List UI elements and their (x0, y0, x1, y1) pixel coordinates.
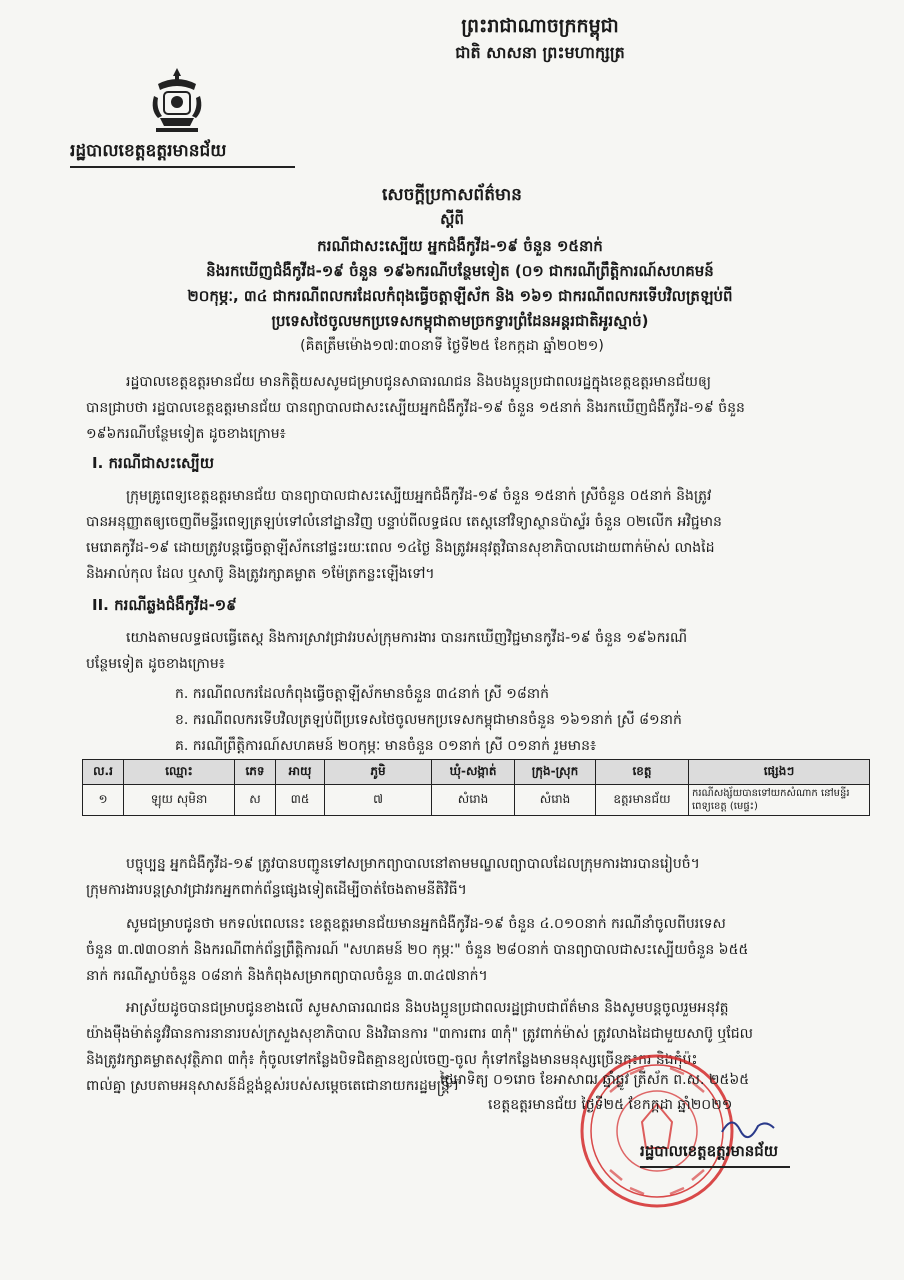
col-district: ក្រុង-ស្រុក (515, 760, 596, 785)
subject-line-3: ២០កុម្ភៈ, ៣៤ ជាករណីពលករដែលកំពុងធ្វើចត្តាឡីស័ក និង ១៦១ ជាករណីពលករទើបវិលត្រឡប់ពី (187, 287, 733, 305)
case-table (82, 759, 870, 816)
cell-age: ៣៥ (276, 785, 325, 816)
cell-name: ឡុយ សុមិនា (124, 785, 235, 816)
summary-line-3: នាក់ ករណីស្លាប់ចំនួន ០៨នាក់ និងកំពុងសម្រាកព្យាបាលចំនួន ៣.៣៤៧នាក់។ (86, 968, 488, 984)
subject-line-4: ប្រទេសថៃចូលមកប្រទេសកម្ពុជាតាមច្រកទ្វារព្រំដែនអន្តរជាតិអូរស្មាច់) (271, 312, 649, 330)
col-commune: ឃុំ-សង្កាត់ (432, 760, 515, 785)
intro-line-3: ១៩៦ករណីបន្ថែមទៀត ដូចខាងក្រោម៖ (86, 426, 286, 442)
case-item-returnees: ខ. ករណីពលករទើបវិលត្រឡប់ពីប្រទេសថៃចូលមកប្រទេសកម្ពុជាមានចំនួន ១៦១នាក់ ស្រី ៨១នាក់ (175, 712, 682, 728)
recovered-line-1: ក្រុមគ្រូពេទ្យខេត្តឧត្តរមានជ័យ បានព្យាបាលជាសះស្បើយអ្នកជំងឺកូវីដ-១៩ ចំនួន ១៥នាក់ ស្រីចំនួន ០៥នាក់ និងត្រូវ (126, 488, 712, 504)
infections-line-2: បន្ថែមទៀត ដូចខាងក្រោម៖ (86, 656, 225, 672)
summary-line-1: សូមជម្រាបជូនថា មកទល់ពេលនេះ ខេត្តឧត្តរមានជ័យមានអ្នកជំងឺកូវីដ-១៩ ចំនួន ៤.០១០នាក់ ករណីនាំចូលពីបរទេស (126, 916, 726, 932)
signing-authority: រដ្ឋបាលខេត្តឧត្តរមានជ័យ (640, 1142, 779, 1160)
col-age: អាយុ (276, 760, 325, 785)
place-and-date: ខេត្តឧត្តរមានជ័យ ថ្ងៃទី២៥ ខែកក្កដា ឆ្នាំ២០២១ (488, 1097, 733, 1113)
closing-line-3: និងត្រូវរក្សាគម្លាតសុវត្ថិភាព ៣កុំ៖ កុំចូលទៅកន្លែងបិទជិតគ្មានខ្យល់ចេញ-ចូល កុំទៅកន្លែងមានមនុស្សច្រើនកុះករ និងកុំប៉ះ (86, 1052, 698, 1068)
col-other: ផ្សេងៗ (689, 760, 870, 785)
document-about: ស្ដីពី (440, 210, 464, 228)
case-item-quarantine: ក. ករណីពលករដែលកំពុងធ្វើចត្តាឡីស័កមានចំនួន ៣៤នាក់ ស្រី ១៨នាក់ (175, 686, 550, 702)
document-title: សេចក្ដីប្រកាសព័ត៌មាន (382, 185, 522, 205)
as-of-date: (គិតត្រឹមម៉ោង១៧:៣០នាទី ថ្ងៃទី២៥ ខែកក្កដា ឆ្នាំ២០២១) (300, 338, 604, 354)
section-infections-heading: II. ករណីឆ្លងជំងឺកូវីដ-១៩ (92, 596, 237, 614)
cell-commune: សំរោង (432, 785, 515, 816)
recovered-line-4: និងអាល់កុល ដែល ឬសាប៊ូ និងត្រូវរក្សាគម្លាត ១ម៉ែត្រកន្លះឡើងទៅ។ (86, 566, 435, 582)
intro-line-1: រដ្ឋបាលខេត្តឧត្តរមានជ័យ មានកិត្តិយសសូមជម្រាបជូនសាធារណជន និងបងប្អូនប្រជាពលរដ្ឋក្នុងខេត្តឧត្តរមានជ័យឲ្យ (126, 374, 712, 390)
table-row (83, 785, 870, 816)
closing-line-2: យ៉ាងម៉ឺងម៉ាត់នូវវិធានការនានារបស់ក្រសួងសុខាភិបាល និងវិធានការ "៣ការពារ ៣កុំ" ត្រូវពាក់ម៉ាស់ ត្រូវលាងដៃជាមួយសាប៊ូ ឬជែល (86, 1026, 753, 1042)
col-sex: ភេទ (235, 760, 276, 785)
col-no: ល.រ (83, 760, 124, 785)
royal-emblem-icon (148, 66, 206, 136)
case-item-community: គ. ករណីព្រឹត្តិការណ៍សហគមន៍ ២០កុម្ភៈ មានចំនួន ០១នាក់ ស្រី ០១នាក់ រួមមាន៖ (175, 738, 597, 754)
cell-village: ៧ (325, 785, 432, 816)
handwritten-signature-icon (718, 1112, 778, 1140)
issuing-agency: រដ្ឋបាលខេត្តឧត្តរមានជ័យ (70, 141, 227, 161)
national-motto: ជាតិ សាសនា ព្រះមហាក្សត្រ (455, 43, 625, 62)
closing-line-4: ពាល់គ្នា ស្របតាមអនុសាសន៍ដ៏ខ្ពង់ខ្ពស់របស់សម្ដេចតេជោនាយករដ្ឋមន្ត្រី។ (86, 1078, 460, 1094)
col-province: ខេត្ត (596, 760, 689, 785)
after-table-line-2: ក្រុមការងារបន្តស្រាវជ្រាវរកអ្នកពាក់ព័ន្ធផ្សេងទៀតដើម្បីចាត់ចែងតាមនីតិវិធី។ (86, 882, 467, 898)
col-village: ភូមិ (325, 760, 432, 785)
closing-line-1: អាស្រ័យដូចបានជម្រាបជូនខាងលើ សូមសាធារណជន និងបងប្អូនប្រជាពលរដ្ឋជ្រាបជាព័ត៌មាន និងសូមបន្តចូលរួមអនុវត្ត (126, 1000, 729, 1016)
col-name: ឈ្មោះ (124, 760, 235, 785)
recovered-line-2: បានអនុញ្ញាតឲ្យចេញពីមន្ទីរពេទ្យត្រឡប់ទៅលំនៅដ្ឋានវិញ បន្ទាប់ពីលទ្ធផល តេស្តនៅវិទ្យាស្ថានប៉ាស្ទ័រ ចំនួន ០២លើក អវិជ្ជមាន (86, 514, 722, 530)
recovered-line-3: មេរោគកូវីដ-១៩ ដោយត្រូវបន្តធ្វើចត្តាឡីស័កនៅផ្ទះរយៈពេល ១៤ថ្ងៃ និងត្រូវអនុវត្តវិធានសុខាភិបាលដោយពាក់ម៉ាស់ លាងដៃ (86, 540, 715, 556)
cell-district: សំរោង (515, 785, 596, 816)
subject-line-2: និងរកឃើញជំងឺកូវីដ-១៩ ចំនួន ១៩៦ករណីបន្ថែមទៀត (០១ ជាករណីព្រឹត្តិការណ៍សហគមន៍ (206, 262, 714, 280)
intro-line-2: បានជ្រាបថា រដ្ឋបាលខេត្តឧត្តរមានជ័យ បានព្យាបាលជាសះស្បើយអ្នកជំងឺកូវីដ-១៩ ចំនួន ១៥នាក់ និងរកឃើញជំងឺកូវីដ-១៩ ចំនួន (86, 400, 745, 416)
cell-province: ឧត្តរមានជ័យ (596, 785, 689, 816)
cell-no: ១ (83, 785, 124, 816)
after-table-line-1: បច្ចុប្បន្ន អ្នកជំងឺកូវីដ-១៩ ត្រូវបានបញ្ជូនទៅសម្រាកព្យាបាលនៅតាមមណ្ឌលព្យាបាលដែលក្រុមការងារបានរៀបចំ។ (126, 856, 700, 872)
cell-sex: ស (235, 785, 276, 816)
cell-other: ករណីសង្ស័យបានទៅយកសំណាក នៅមន្ទីរពេទ្យខេត្ត (មេផ្ទះ) (689, 785, 870, 816)
subject-line-1: ករណីជាសះស្បើយ អ្នកជំងឺកូវីដ-១៩ ចំនួន ១៥នាក់ (317, 237, 603, 255)
agency-underline (70, 166, 295, 168)
signer-underline (640, 1166, 790, 1168)
table-header-row (83, 760, 870, 785)
lunar-date: ថ្ងៃអាទិត្យ ០១រោច ខែអាសាឍ ឆ្នាំឆ្លូវ ត្រីស័ក ព.ស. ២៥៦៥ (440, 1072, 750, 1088)
kingdom-heading: ព្រះរាជាណាចក្រកម្ពុជា (461, 15, 619, 37)
section-recovered-heading: I. ករណីជាសះស្បើយ (92, 454, 215, 472)
summary-line-2: ចំនួន ៣.៧៣០នាក់ និងករណីពាក់ព័ន្ធព្រឹត្តិការណ៍ "សហគមន៍ ២០ កុម្ភៈ" ចំនួន ២៨០នាក់ បានព្យាបាលជាសះស្បើយចំនួន ៦៥៥ (86, 942, 749, 958)
infections-line-1: យោងតាមលទ្ធផលធ្វើតេស្ត និងការស្រាវជ្រាវរបស់ក្រុមការងារ បានរកឃើញវិជ្ជមានកូវីដ-១៩ ចំនួន ១៩៦ករណី (126, 630, 688, 646)
